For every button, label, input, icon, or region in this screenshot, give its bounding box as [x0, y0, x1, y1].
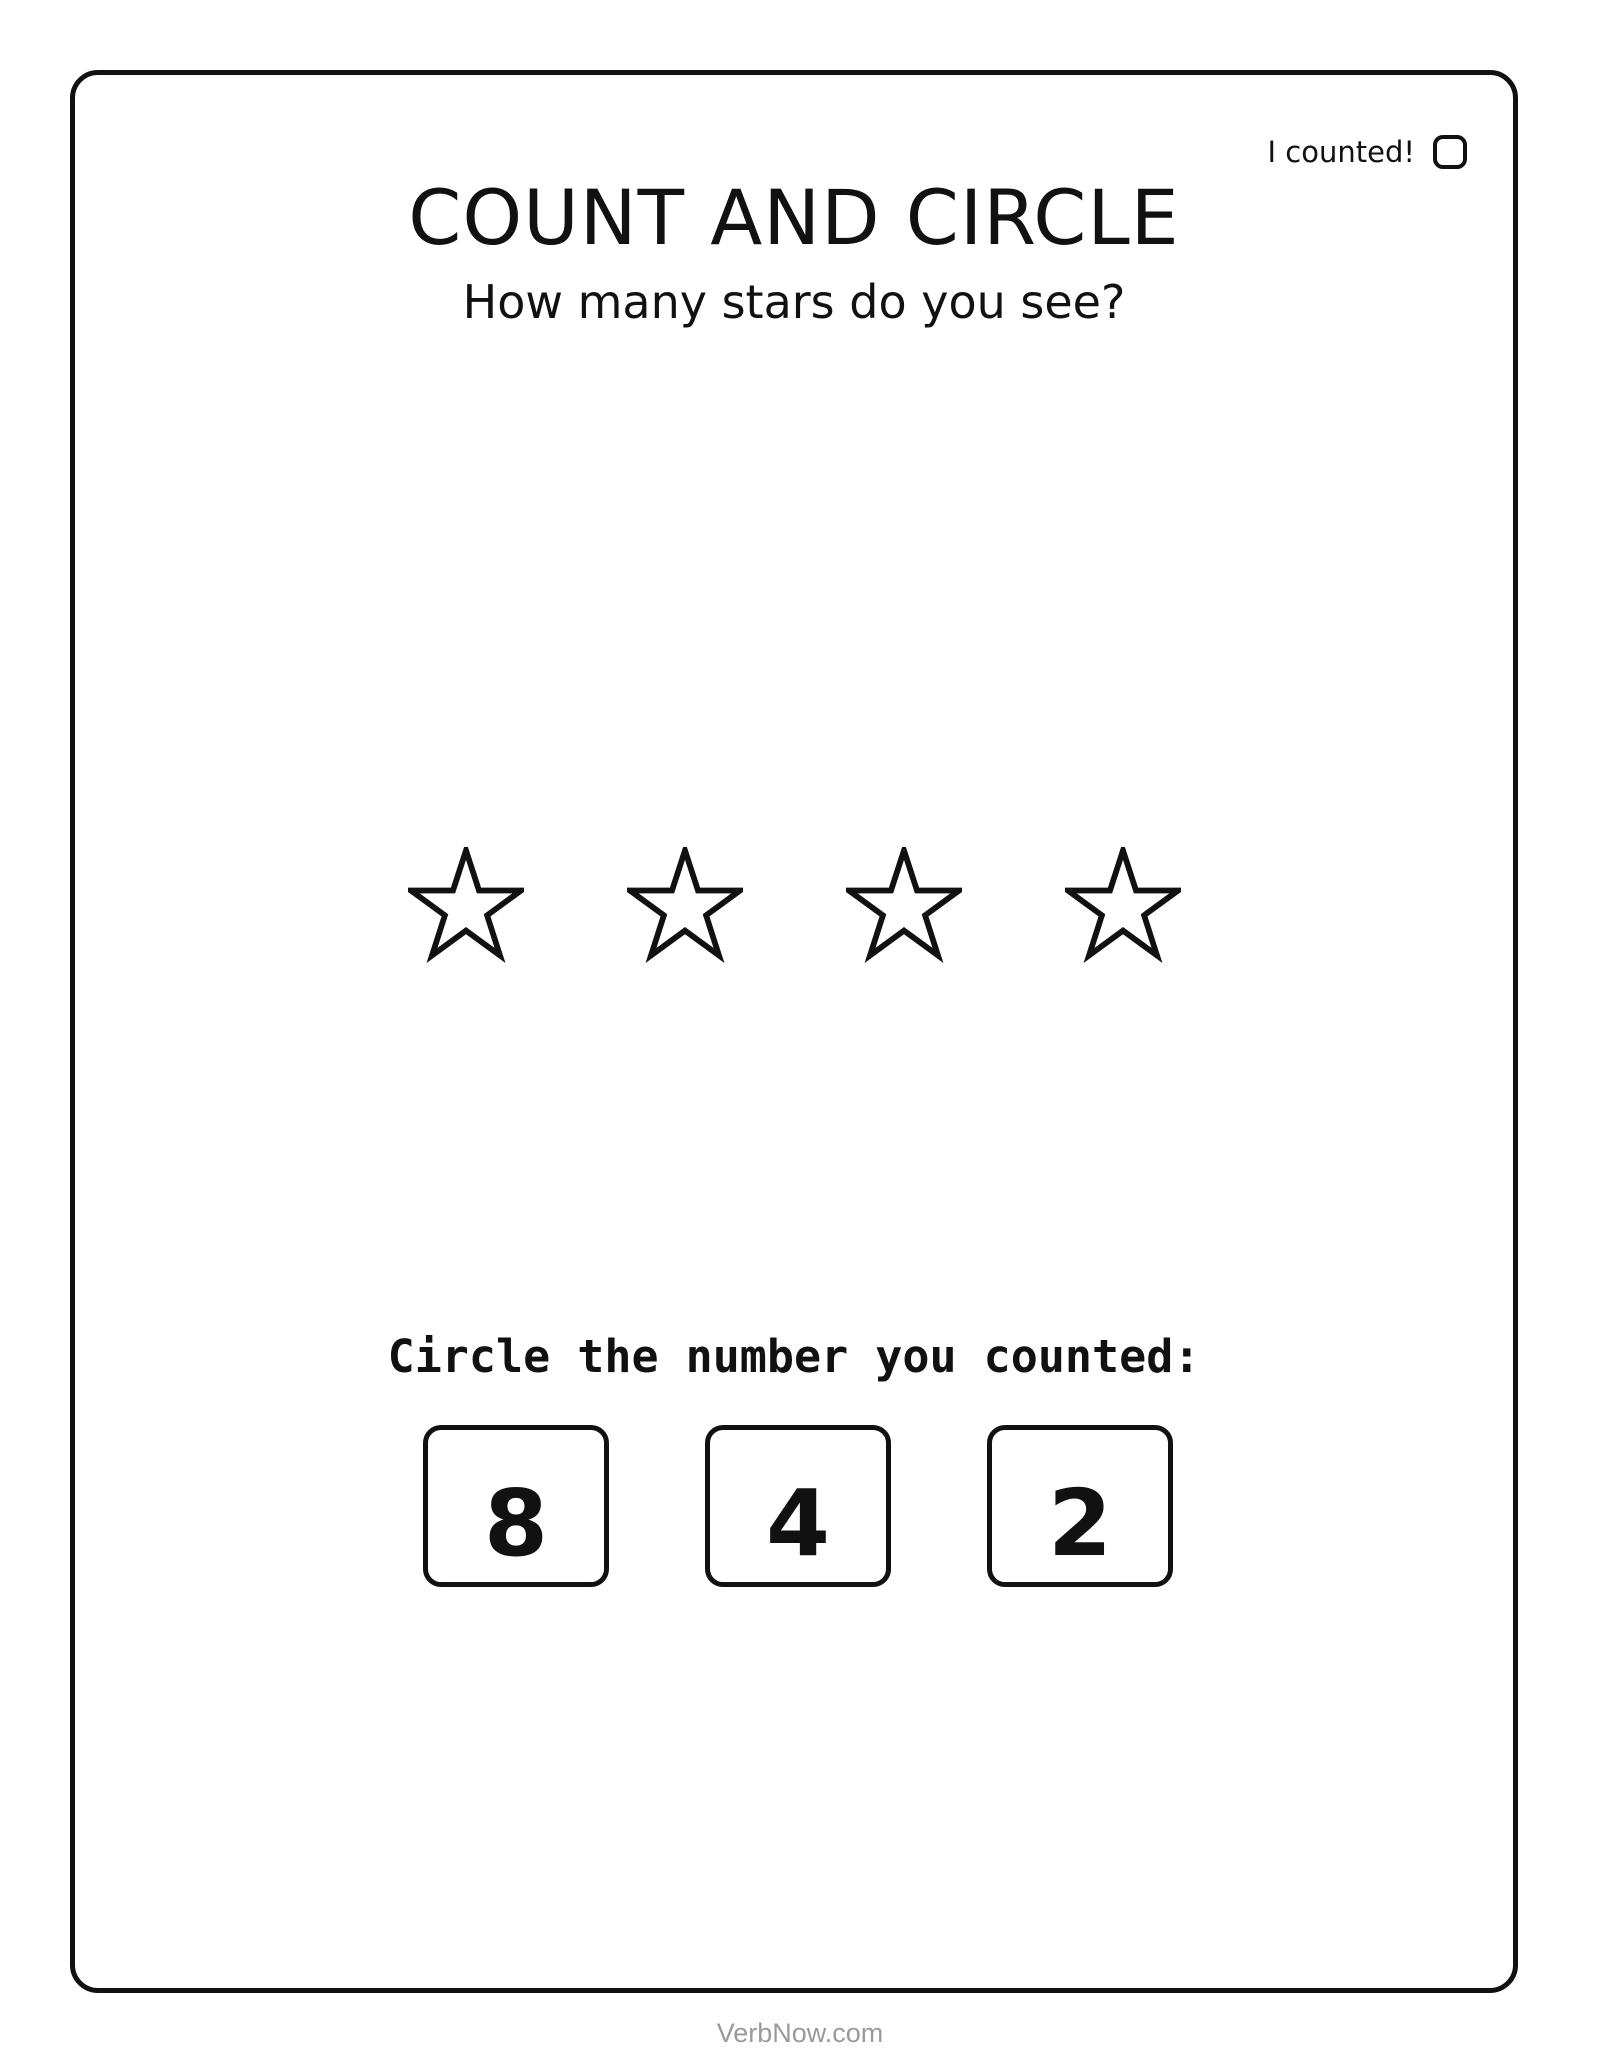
star-icon	[627, 847, 743, 963]
answer-choice-number: 4	[765, 1470, 830, 1577]
answer-choice-number: 8	[483, 1470, 548, 1577]
star-row	[75, 847, 1513, 967]
answer-choice-number: 2	[1047, 1470, 1112, 1577]
answer-choice-box[interactable]	[705, 1425, 891, 1587]
answer-choice-box[interactable]	[423, 1425, 609, 1587]
star-icon	[1065, 847, 1181, 963]
worksheet-frame	[70, 70, 1518, 1993]
answer-choices	[75, 1425, 1513, 1595]
circle-prompt: Circle the number you counted:	[387, 1330, 1201, 1383]
checkbox-label: I counted!	[1267, 135, 1415, 169]
worksheet-subtitle: How many stars do you see?	[462, 275, 1126, 329]
counted-checkbox[interactable]	[1433, 135, 1467, 169]
counted-checkbox-row	[1268, 135, 1467, 169]
star-icon	[408, 847, 524, 963]
star-icon	[846, 847, 962, 963]
worksheet-title: COUNT AND CIRCLE	[408, 173, 1180, 262]
answer-choice-box[interactable]	[987, 1425, 1173, 1587]
footer-site-name: VerbNow.com	[716, 2018, 884, 2048]
